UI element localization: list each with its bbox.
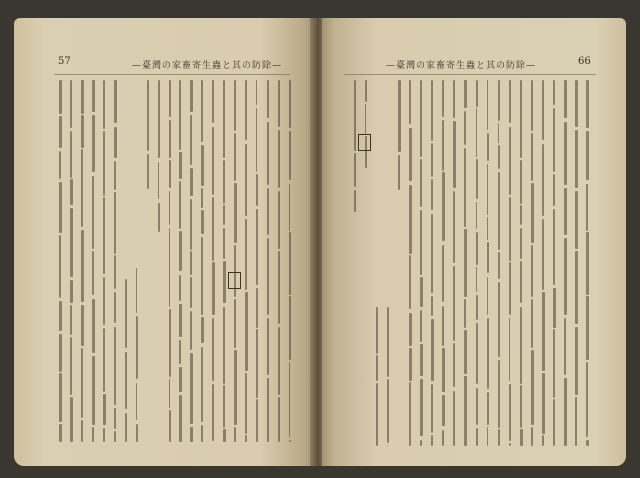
text-line-fragment — [212, 318, 214, 381]
text-line-fragment — [223, 385, 225, 428]
text-line-fragment — [442, 80, 444, 117]
text-line-fragment — [531, 245, 533, 297]
text-line-fragment — [586, 232, 589, 295]
text-line-fragment — [92, 80, 95, 112]
text-line-fragment — [70, 208, 73, 277]
text-line-fragment — [464, 148, 466, 227]
text-line-fragment — [190, 199, 192, 250]
text-line-fragment — [59, 301, 62, 331]
text-line-fragment — [476, 202, 478, 229]
text-line-fragment — [420, 159, 422, 207]
text-line-fragment — [289, 184, 291, 230]
text-line-fragment — [136, 268, 138, 312]
text-line-fragment — [267, 378, 270, 442]
text-line-fragment — [212, 80, 214, 123]
left-body-text — [54, 80, 294, 442]
text-line-fragment — [442, 348, 445, 391]
text-line-fragment — [431, 319, 433, 381]
text-line-fragment — [201, 425, 203, 442]
text-line-fragment — [431, 435, 433, 446]
text-line-fragment — [201, 210, 203, 234]
text-line-fragment — [564, 318, 566, 375]
text-line-fragment — [278, 191, 281, 249]
text-line-fragment — [409, 348, 412, 381]
text-line-fragment — [409, 128, 412, 182]
text-line-fragment — [520, 429, 523, 446]
text-line-fragment — [245, 80, 247, 140]
text-line-fragment — [464, 229, 466, 298]
text-line-fragment — [376, 383, 379, 446]
text-line-fragment — [476, 80, 479, 107]
text-line-fragment — [575, 130, 577, 187]
text-line-fragment — [487, 392, 489, 425]
text-line-fragment — [125, 279, 127, 348]
text-line-fragment — [103, 428, 105, 442]
text-line-fragment — [442, 172, 444, 241]
text-line-fragment — [92, 115, 95, 173]
text-line-fragment — [365, 80, 368, 102]
text-line-fragment — [476, 159, 478, 199]
text-line-fragment — [575, 397, 577, 446]
text-line-fragment — [553, 80, 555, 105]
text-line-fragment — [509, 443, 511, 446]
text-line-fragment — [564, 122, 567, 185]
text-line-fragment — [223, 429, 226, 442]
text-line-fragment — [234, 427, 236, 442]
text-line-fragment — [464, 111, 466, 144]
text-line-fragment — [498, 252, 501, 279]
text-line-fragment — [409, 185, 412, 254]
text-line-fragment — [420, 277, 423, 307]
text-line-fragment — [190, 251, 192, 275]
text-line-fragment — [289, 296, 291, 360]
text-line-fragment — [212, 384, 214, 441]
text-line-fragment — [398, 155, 401, 189]
text-line-fragment — [498, 282, 500, 357]
text-line-fragment — [487, 242, 489, 273]
text-line-fragment — [487, 164, 489, 215]
text-line-fragment — [223, 205, 225, 225]
text-line-fragment — [114, 408, 116, 428]
text-line-fragment — [278, 251, 280, 324]
text-line-fragment — [289, 80, 292, 128]
text-line-fragment — [520, 385, 522, 428]
text-line-fragment — [103, 131, 105, 196]
text-line-fragment — [223, 261, 225, 303]
text-line-fragment — [59, 424, 61, 442]
text-line-fragment — [59, 182, 61, 233]
text-line-fragment — [125, 413, 127, 442]
text-line-fragment — [169, 160, 171, 188]
text-line-fragment — [542, 80, 544, 140]
text-line-fragment — [575, 251, 577, 324]
text-line-fragment — [431, 143, 433, 177]
text-line-fragment — [190, 80, 192, 112]
text-line-fragment — [453, 121, 455, 188]
text-line-fragment — [179, 181, 181, 230]
text-line-fragment — [575, 191, 578, 249]
text-line-fragment — [520, 228, 522, 259]
text-line-fragment — [387, 307, 389, 378]
text-line-fragment — [234, 80, 236, 131]
text-line-fragment — [201, 188, 203, 208]
text-line-fragment — [420, 80, 422, 157]
text-line-fragment — [234, 245, 236, 297]
text-line-fragment — [223, 307, 225, 384]
text-line-fragment — [92, 251, 94, 295]
text-line-fragment — [158, 80, 160, 158]
text-line-fragment — [431, 80, 433, 141]
text-line-fragment — [553, 174, 555, 207]
text-line-fragment — [81, 149, 83, 227]
text-line-fragment — [278, 397, 280, 442]
text-line-fragment — [509, 384, 511, 441]
text-line-fragment — [267, 238, 269, 315]
text-line-fragment — [234, 350, 237, 425]
text-line-fragment — [190, 311, 192, 350]
text-line-fragment — [453, 391, 455, 446]
text-line-fragment — [365, 104, 367, 134]
text-line-fragment — [92, 176, 94, 249]
text-line-fragment — [256, 329, 258, 397]
text-line-fragment — [103, 197, 105, 274]
text-line-fragment — [564, 378, 567, 446]
text-line-fragment — [542, 373, 545, 434]
text-line-fragment — [278, 327, 280, 395]
text-line-fragment — [442, 120, 444, 170]
left-page-number: 57 — [58, 56, 71, 67]
text-line-fragment — [354, 80, 356, 151]
text-line-fragment — [531, 133, 533, 181]
text-line-fragment — [409, 255, 411, 309]
text-line-fragment — [234, 133, 236, 181]
text-line-fragment — [190, 427, 192, 442]
text-line-fragment — [114, 431, 116, 442]
text-line-fragment — [564, 188, 566, 236]
left-header-rule — [54, 74, 290, 75]
text-line-fragment — [278, 130, 280, 187]
text-line-fragment — [169, 309, 171, 378]
right-page-number: 66 — [578, 56, 591, 67]
text-line-fragment — [70, 305, 72, 335]
text-line-fragment — [420, 379, 423, 437]
text-line-fragment — [586, 362, 588, 437]
text-line-fragment — [267, 80, 270, 118]
text-line-fragment — [289, 440, 291, 442]
text-line-fragment — [575, 327, 577, 395]
text-line-fragment — [520, 80, 522, 158]
text-line-fragment — [553, 209, 555, 285]
text-line-fragment — [476, 428, 478, 446]
text-line-fragment — [125, 352, 127, 409]
text-line-fragment — [586, 296, 588, 360]
text-line-fragment — [564, 80, 567, 118]
text-line-fragment — [542, 144, 544, 217]
text-line-fragment — [169, 410, 172, 442]
text-line-fragment — [190, 115, 192, 165]
text-line-fragment — [256, 209, 258, 285]
text-line-fragment — [487, 318, 489, 389]
text-line-fragment — [520, 160, 522, 204]
right-page — [322, 18, 626, 466]
text-line-fragment — [169, 228, 171, 307]
text-line-fragment — [453, 343, 455, 387]
text-line-fragment — [586, 80, 589, 128]
text-line-fragment — [92, 427, 94, 442]
text-line-fragment — [564, 238, 566, 315]
text-line-fragment — [103, 328, 105, 392]
text-line-fragment — [398, 80, 401, 152]
text-line-fragment — [114, 192, 116, 253]
text-line-fragment — [453, 266, 455, 341]
text-line-fragment — [431, 179, 433, 210]
text-line-fragment — [136, 424, 138, 442]
text-line-fragment — [487, 80, 489, 130]
text-line-fragment — [464, 80, 466, 108]
text-line-fragment — [158, 162, 160, 200]
text-line-fragment — [136, 383, 138, 420]
text-line-fragment — [464, 330, 467, 373]
text-line-fragment — [387, 445, 389, 446]
text-line-fragment — [179, 275, 181, 302]
text-line-fragment — [256, 108, 258, 172]
text-line-fragment — [354, 153, 356, 187]
text-line-fragment — [245, 292, 248, 370]
text-line-fragment — [289, 232, 292, 295]
text-line-fragment — [59, 235, 61, 298]
text-line-fragment — [442, 395, 445, 426]
text-line-fragment — [169, 80, 172, 117]
text-line-fragment — [59, 151, 61, 180]
text-line-fragment — [114, 80, 117, 123]
text-line-fragment — [136, 316, 138, 379]
text-line-fragment — [542, 219, 544, 290]
text-line-fragment — [575, 80, 577, 127]
text-line-fragment — [81, 305, 84, 346]
text-line-fragment — [542, 292, 545, 370]
text-line-fragment — [420, 310, 422, 341]
text-line-fragment — [498, 145, 500, 169]
text-line-fragment — [509, 318, 511, 381]
text-line-fragment — [487, 277, 489, 316]
text-line-fragment — [453, 80, 455, 118]
text-line-fragment — [234, 183, 237, 243]
text-line-fragment — [487, 217, 489, 241]
text-line-fragment — [453, 191, 455, 262]
text-line-fragment — [531, 299, 533, 347]
text-line-fragment — [70, 337, 72, 395]
text-line-fragment — [190, 353, 192, 424]
text-line-fragment — [520, 261, 522, 303]
text-line-fragment — [59, 80, 61, 114]
text-line-fragment — [542, 435, 544, 446]
text-line-fragment — [70, 80, 72, 128]
text-line-fragment — [179, 395, 182, 442]
right-section-heading-mark — [358, 134, 371, 151]
text-line-fragment — [509, 80, 511, 123]
text-line-fragment — [190, 168, 192, 196]
text-line-fragment — [59, 334, 61, 371]
text-line-fragment — [509, 127, 511, 196]
text-line-fragment — [520, 205, 522, 225]
text-line-fragment — [267, 188, 269, 236]
text-line-fragment — [431, 296, 433, 316]
text-line-fragment — [70, 397, 72, 442]
text-line-fragment — [169, 191, 171, 224]
text-line-fragment — [59, 116, 61, 148]
text-line-fragment — [376, 307, 378, 354]
text-line-fragment — [387, 379, 389, 444]
right-running-head: —臺灣の家畜寄生蟲と其の防除— — [386, 61, 537, 71]
text-line-fragment — [409, 80, 411, 124]
text-line-fragment — [409, 313, 412, 347]
text-line-fragment — [81, 420, 83, 442]
open-book — [14, 18, 626, 466]
text-line-fragment — [420, 440, 422, 446]
text-line-fragment — [92, 356, 95, 425]
text-line-fragment — [420, 210, 422, 274]
text-line-fragment — [431, 384, 433, 433]
text-line-fragment — [223, 228, 225, 259]
text-line-fragment — [498, 429, 500, 446]
text-line-fragment — [201, 317, 204, 344]
text-line-fragment — [256, 174, 258, 207]
text-line-fragment — [289, 131, 291, 181]
text-line-fragment — [487, 427, 489, 446]
text-line-fragment — [553, 329, 555, 397]
text-line-fragment — [103, 394, 106, 424]
text-line-fragment — [103, 277, 105, 325]
text-line-fragment — [464, 376, 466, 446]
text-line-fragment — [531, 183, 534, 243]
text-line-fragment — [179, 367, 181, 392]
text-line-fragment — [464, 299, 466, 328]
left-running-head: —臺灣の家畜寄生蟲と其の防除— — [132, 61, 283, 71]
text-line-fragment — [553, 108, 555, 172]
text-line-fragment — [509, 197, 511, 260]
text-line-fragment — [531, 80, 533, 131]
text-line-fragment — [92, 299, 95, 353]
text-line-fragment — [431, 214, 433, 292]
text-line-fragment — [81, 80, 84, 114]
text-line-fragment — [147, 80, 149, 151]
text-line-fragment — [476, 388, 479, 425]
text-line-fragment — [267, 122, 270, 185]
text-line-fragment — [59, 373, 61, 422]
text-line-fragment — [245, 435, 247, 442]
text-line-fragment — [103, 80, 105, 129]
text-line-fragment — [114, 161, 116, 190]
text-line-fragment — [278, 80, 280, 127]
text-line-fragment — [487, 133, 489, 161]
left-section-heading-mark — [228, 272, 241, 289]
text-line-fragment — [158, 203, 160, 232]
text-line-fragment — [190, 277, 192, 308]
text-line-fragment — [114, 292, 116, 323]
text-line-fragment — [531, 427, 533, 446]
text-line-fragment — [245, 144, 247, 217]
text-line-fragment — [179, 80, 181, 150]
text-line-fragment — [201, 145, 203, 186]
text-line-fragment — [81, 348, 83, 419]
text-line-fragment — [81, 230, 84, 302]
text-line-fragment — [289, 362, 291, 437]
text-line-fragment — [520, 307, 522, 384]
right-body-text — [348, 80, 592, 446]
text-line-fragment — [256, 399, 258, 442]
text-line-fragment — [256, 80, 258, 105]
text-line-fragment — [223, 160, 225, 204]
text-line-fragment — [179, 231, 181, 271]
text-line-fragment — [114, 255, 116, 289]
text-line-fragment — [201, 347, 203, 422]
text-line-fragment — [420, 344, 423, 376]
text-line-fragment — [498, 360, 500, 429]
text-line-fragment — [586, 440, 588, 446]
text-line-fragment — [179, 304, 181, 337]
text-line-fragment — [354, 190, 356, 212]
text-line-fragment — [553, 399, 555, 446]
text-line-fragment — [201, 80, 203, 142]
text-line-fragment — [114, 127, 117, 158]
text-line-fragment — [376, 355, 379, 381]
text-line-fragment — [81, 115, 84, 148]
text-line-fragment — [267, 318, 269, 375]
text-line-fragment — [476, 295, 478, 320]
text-line-fragment — [498, 80, 500, 121]
text-line-fragment — [212, 262, 215, 315]
text-line-fragment — [509, 262, 512, 315]
right-header-rule — [344, 74, 596, 75]
text-line-fragment — [409, 382, 411, 446]
left-page — [14, 18, 314, 466]
text-line-fragment — [586, 184, 588, 230]
text-line-fragment — [476, 108, 478, 157]
text-line-fragment — [442, 245, 444, 302]
text-line-fragment — [476, 267, 478, 291]
text-line-fragment — [234, 299, 236, 347]
text-line-fragment — [476, 323, 479, 384]
text-line-fragment — [169, 120, 171, 158]
text-line-fragment — [442, 430, 444, 446]
text-line-fragment — [179, 340, 181, 364]
text-line-fragment — [245, 373, 248, 434]
text-line-fragment — [212, 197, 214, 260]
text-line-fragment — [201, 237, 203, 315]
text-line-fragment — [586, 131, 588, 181]
text-line-fragment — [442, 306, 444, 346]
text-line-fragment — [498, 123, 500, 143]
text-line-fragment — [212, 127, 214, 196]
text-line-fragment — [223, 80, 225, 158]
text-line-fragment — [70, 280, 73, 302]
text-line-fragment — [531, 350, 534, 425]
text-line-fragment — [70, 179, 73, 205]
text-line-fragment — [169, 379, 171, 408]
text-line-fragment — [179, 152, 182, 179]
text-line-fragment — [245, 219, 247, 290]
text-line-fragment — [147, 154, 149, 188]
text-line-fragment — [476, 232, 478, 265]
text-line-fragment — [256, 288, 258, 328]
text-line-fragment — [553, 288, 555, 328]
text-line-fragment — [498, 172, 500, 250]
text-line-fragment — [70, 131, 72, 178]
text-line-fragment — [114, 327, 116, 405]
